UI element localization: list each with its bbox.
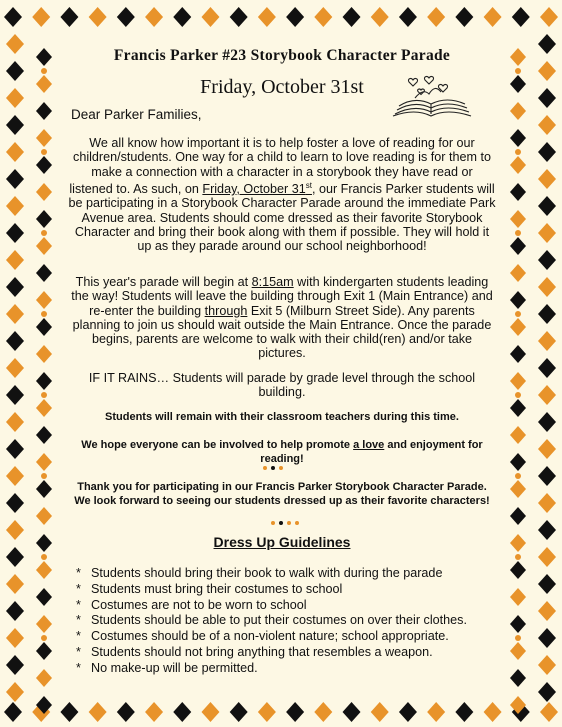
- guideline-text: Costumes are not to be worn to school: [91, 597, 307, 612]
- bullet-star: *: [76, 581, 81, 596]
- border-diamond: [6, 34, 24, 54]
- border-dot: [515, 473, 521, 479]
- border-diamond: [484, 702, 502, 722]
- guideline-item: [76, 629, 467, 645]
- border-diamond: [510, 345, 526, 363]
- parade-date-text: Friday, October 31: [202, 182, 306, 197]
- border-diamond: [6, 223, 24, 243]
- paragraph-text: , our Francis Parker students will be participating in a Storybook Character Parade around the immediate Park Avenue area. Students should come dressed as their favorite Storybook Character and bring their book along with them if possible. They will hold it up as they parade around our school neighborhood!: [68, 182, 496, 254]
- border-diamond: [510, 453, 526, 471]
- bullet-star: *: [76, 660, 81, 675]
- event-date: Friday, October 31st: [200, 76, 364, 98]
- border-diamond: [36, 102, 52, 120]
- guideline-item: [76, 645, 467, 661]
- border-diamond: [201, 7, 219, 27]
- border-diamond: [510, 588, 526, 606]
- border-diamond: [510, 210, 526, 228]
- border-diamond: [538, 115, 556, 135]
- border-dot: [515, 392, 521, 398]
- border-diamond: [36, 291, 52, 309]
- border-diamond: [540, 702, 558, 722]
- border-dot: [515, 230, 521, 236]
- border-diamond: [6, 304, 24, 324]
- guidelines-list: [76, 566, 467, 677]
- guideline-text: Students should not bring anything that resembles a weapon.: [91, 644, 433, 659]
- border-dot: [41, 392, 47, 398]
- paragraph-intro: [68, 136, 496, 254]
- border-diamond: [510, 669, 526, 687]
- guideline-item: [76, 582, 467, 598]
- border-dot: [515, 311, 521, 317]
- border-diamond: [230, 702, 248, 722]
- guideline-text: No make-up will be permitted.: [91, 660, 258, 675]
- bullet-star: *: [76, 566, 81, 580]
- border-dot: [41, 230, 47, 236]
- underlined-phrase: a love: [353, 439, 385, 451]
- border-diamond: [6, 196, 24, 216]
- border-dot: [41, 473, 47, 479]
- border-diamond: [538, 196, 556, 216]
- open-book-hearts-icon: [385, 74, 477, 122]
- border-diamond: [538, 493, 556, 513]
- note-teachers: Students will remain with their classroom teachers during this time.: [105, 411, 459, 423]
- separator-dots: [263, 466, 283, 470]
- border-diamond: [6, 655, 24, 675]
- border-diamond: [60, 7, 78, 27]
- border-diamond: [510, 291, 526, 309]
- border-diamond: [510, 237, 526, 255]
- border-diamond: [538, 88, 556, 108]
- border-diamond: [538, 358, 556, 378]
- border-diamond: [36, 237, 52, 255]
- border-diamond: [173, 702, 191, 722]
- border-diamond: [36, 372, 52, 390]
- separator-dots: [271, 521, 299, 525]
- border-diamond: [36, 48, 52, 66]
- border-diamond: [6, 277, 24, 297]
- border-diamond: [36, 669, 52, 687]
- border-dot: [515, 68, 521, 74]
- border-diamond: [510, 426, 526, 444]
- border-diamond: [510, 183, 526, 201]
- border-diamond: [36, 264, 52, 282]
- border-diamond: [538, 34, 556, 54]
- border-diamond: [538, 574, 556, 594]
- border-diamond: [538, 601, 556, 621]
- border-diamond: [173, 7, 191, 27]
- border-dot: [515, 149, 521, 155]
- guideline-text: Students should be able to put their costumes on over their clothes.: [91, 613, 467, 628]
- bullet-star: *: [76, 597, 81, 612]
- border-diamond: [538, 250, 556, 270]
- border-dot: [515, 554, 521, 560]
- border-diamond: [371, 702, 389, 722]
- border-diamond: [6, 385, 24, 405]
- border-diamond: [538, 277, 556, 297]
- bullet-star: *: [76, 644, 81, 659]
- border-diamond: [117, 7, 135, 27]
- border-diamond: [36, 534, 52, 552]
- border-diamond: [6, 331, 24, 351]
- border-diamond: [36, 156, 52, 174]
- paragraph-rain-plan: IF IT RAINS… Students will parade by grade level through the school building.: [88, 371, 476, 400]
- border-diamond: [4, 7, 22, 27]
- border-diamond: [510, 615, 526, 633]
- border-diamond: [36, 480, 52, 498]
- border-diamond: [510, 372, 526, 390]
- border-diamond: [510, 75, 526, 93]
- border-diamond: [36, 345, 52, 363]
- border-diamond: [510, 102, 526, 120]
- guideline-text: Students must bring their costumes to school: [91, 581, 343, 596]
- border-dot: [41, 554, 47, 560]
- note-text: and enjoyment for reading!: [260, 439, 483, 465]
- border-diamond: [510, 156, 526, 174]
- border-diamond: [36, 453, 52, 471]
- border-diamond: [32, 7, 50, 27]
- border-diamond: [6, 61, 24, 81]
- border-diamond: [6, 628, 24, 648]
- border-diamond: [6, 115, 24, 135]
- border-diamond: [36, 318, 52, 336]
- border-diamond: [538, 331, 556, 351]
- note-thanks: Thank you for participating in our Francis Parker Storybook Character Parade. We look forward to seeing our students dressed up as their favorite characters!: [74, 481, 490, 507]
- guideline-item: [76, 613, 467, 629]
- note-text: We hope everyone can be involved to help promote: [81, 439, 354, 451]
- border-diamond: [36, 642, 52, 660]
- border-diamond: [6, 88, 24, 108]
- border-diamond: [343, 702, 361, 722]
- border-diamond: [36, 129, 52, 147]
- border-diamond: [286, 702, 304, 722]
- paragraph-text: We all know how important it is to help foster a love of reading for our children/students. One way for a child to learn to love reading is for them to make a connection with a character in a storybook they have read or listened to. As such, on: [69, 136, 491, 197]
- parade-date: [202, 182, 312, 196]
- border-dot: [41, 311, 47, 317]
- guidelines-heading: Dress Up Guidelines: [213, 534, 351, 550]
- border-diamond: [399, 702, 417, 722]
- border-diamond: [258, 702, 276, 722]
- border-diamond: [89, 702, 107, 722]
- border-diamond: [6, 493, 24, 513]
- border-diamond: [510, 264, 526, 282]
- border-diamond: [6, 142, 24, 162]
- border-diamond: [510, 507, 526, 525]
- border-diamond: [286, 7, 304, 27]
- border-diamond: [6, 520, 24, 540]
- border-diamond: [510, 480, 526, 498]
- border-diamond: [510, 399, 526, 417]
- border-diamond: [538, 439, 556, 459]
- border-diamond: [6, 358, 24, 378]
- border-diamond: [510, 561, 526, 579]
- border-diamond: [538, 547, 556, 567]
- guideline-text: Students should bring their book to walk with during the parade: [91, 566, 443, 580]
- border-diamond: [6, 412, 24, 432]
- paragraph-text: with kindergarten students leading the way! Students will leave the building through Exit 1 (Main Entrance) and re-enter the building: [71, 275, 493, 318]
- guideline-item: [76, 598, 467, 614]
- border-diamond: [427, 702, 445, 722]
- border-diamond: [36, 615, 52, 633]
- border-diamond: [427, 7, 445, 27]
- border-diamond: [510, 534, 526, 552]
- bullet-star: *: [76, 613, 81, 628]
- border-diamond: [538, 682, 556, 702]
- border-diamond: [510, 642, 526, 660]
- border-diamond: [399, 7, 417, 27]
- bullet-star: *: [76, 629, 81, 644]
- border-diamond: [36, 426, 52, 444]
- border-diamond: [538, 466, 556, 486]
- border-diamond: [538, 142, 556, 162]
- border-diamond: [36, 183, 52, 201]
- border-diamond: [36, 210, 52, 228]
- border-dot: [41, 635, 47, 641]
- border-diamond: [540, 7, 558, 27]
- border-diamond: [36, 75, 52, 93]
- border-diamond: [36, 588, 52, 606]
- border-diamond: [4, 702, 22, 722]
- border-diamond: [510, 48, 526, 66]
- border-dot: [515, 635, 521, 641]
- guideline-text: Costumes should be of a non-violent nature; school appropriate.: [91, 629, 449, 644]
- guideline-item: [76, 566, 467, 582]
- border-diamond: [538, 520, 556, 540]
- page-title: Francis Parker #23 Storybook Character Parade: [113, 47, 451, 64]
- guideline-item: [76, 661, 467, 677]
- border-diamond: [89, 7, 107, 27]
- border-diamond: [538, 61, 556, 81]
- border-diamond: [6, 547, 24, 567]
- border-diamond: [314, 702, 332, 722]
- border-diamond: [6, 574, 24, 594]
- border-diamond: [145, 7, 163, 27]
- border-diamond: [6, 682, 24, 702]
- note-involvement: [68, 438, 496, 466]
- border-diamond: [6, 250, 24, 270]
- border-diamond: [36, 507, 52, 525]
- border-diamond: [538, 385, 556, 405]
- date-suffix: st: [305, 180, 312, 190]
- border-diamond: [343, 7, 361, 27]
- border-diamond: [455, 702, 473, 722]
- border-diamond: [314, 7, 332, 27]
- border-diamond: [201, 702, 219, 722]
- border-diamond: [230, 7, 248, 27]
- border-diamond: [371, 7, 389, 27]
- border-diamond: [6, 601, 24, 621]
- border-diamond: [538, 412, 556, 432]
- border-diamond: [145, 702, 163, 722]
- paragraph-text: This year's parade will begin at: [75, 275, 252, 289]
- border-diamond: [258, 7, 276, 27]
- border-diamond: [60, 702, 78, 722]
- border-diamond: [6, 439, 24, 459]
- border-diamond: [36, 561, 52, 579]
- border-dot: [41, 149, 47, 155]
- underlined-word: through: [204, 303, 248, 318]
- border-diamond: [6, 466, 24, 486]
- border-diamond: [455, 7, 473, 27]
- start-time: 8:15am: [251, 275, 294, 289]
- border-diamond: [484, 7, 502, 27]
- border-diamond: [538, 223, 556, 243]
- border-diamond: [538, 169, 556, 189]
- border-diamond: [538, 655, 556, 675]
- border-diamond: [538, 304, 556, 324]
- border-diamond: [510, 318, 526, 336]
- paragraph-text: Exit 5 (Milburn Street Side). Any parents planning to join us should wait outside the Main Entrance. Once the parade begins, parents are welcome to walk with their child(ren) and/or take pictures.: [72, 303, 492, 361]
- border-diamond: [36, 399, 52, 417]
- paragraph-schedule: [68, 275, 496, 361]
- border-diamond: [538, 628, 556, 648]
- border-diamond: [510, 129, 526, 147]
- border-diamond: [117, 702, 135, 722]
- border-dot: [41, 68, 47, 74]
- greeting: Dear Parker Families,: [71, 107, 202, 122]
- border-diamond: [6, 169, 24, 189]
- border-diamond: [512, 7, 530, 27]
